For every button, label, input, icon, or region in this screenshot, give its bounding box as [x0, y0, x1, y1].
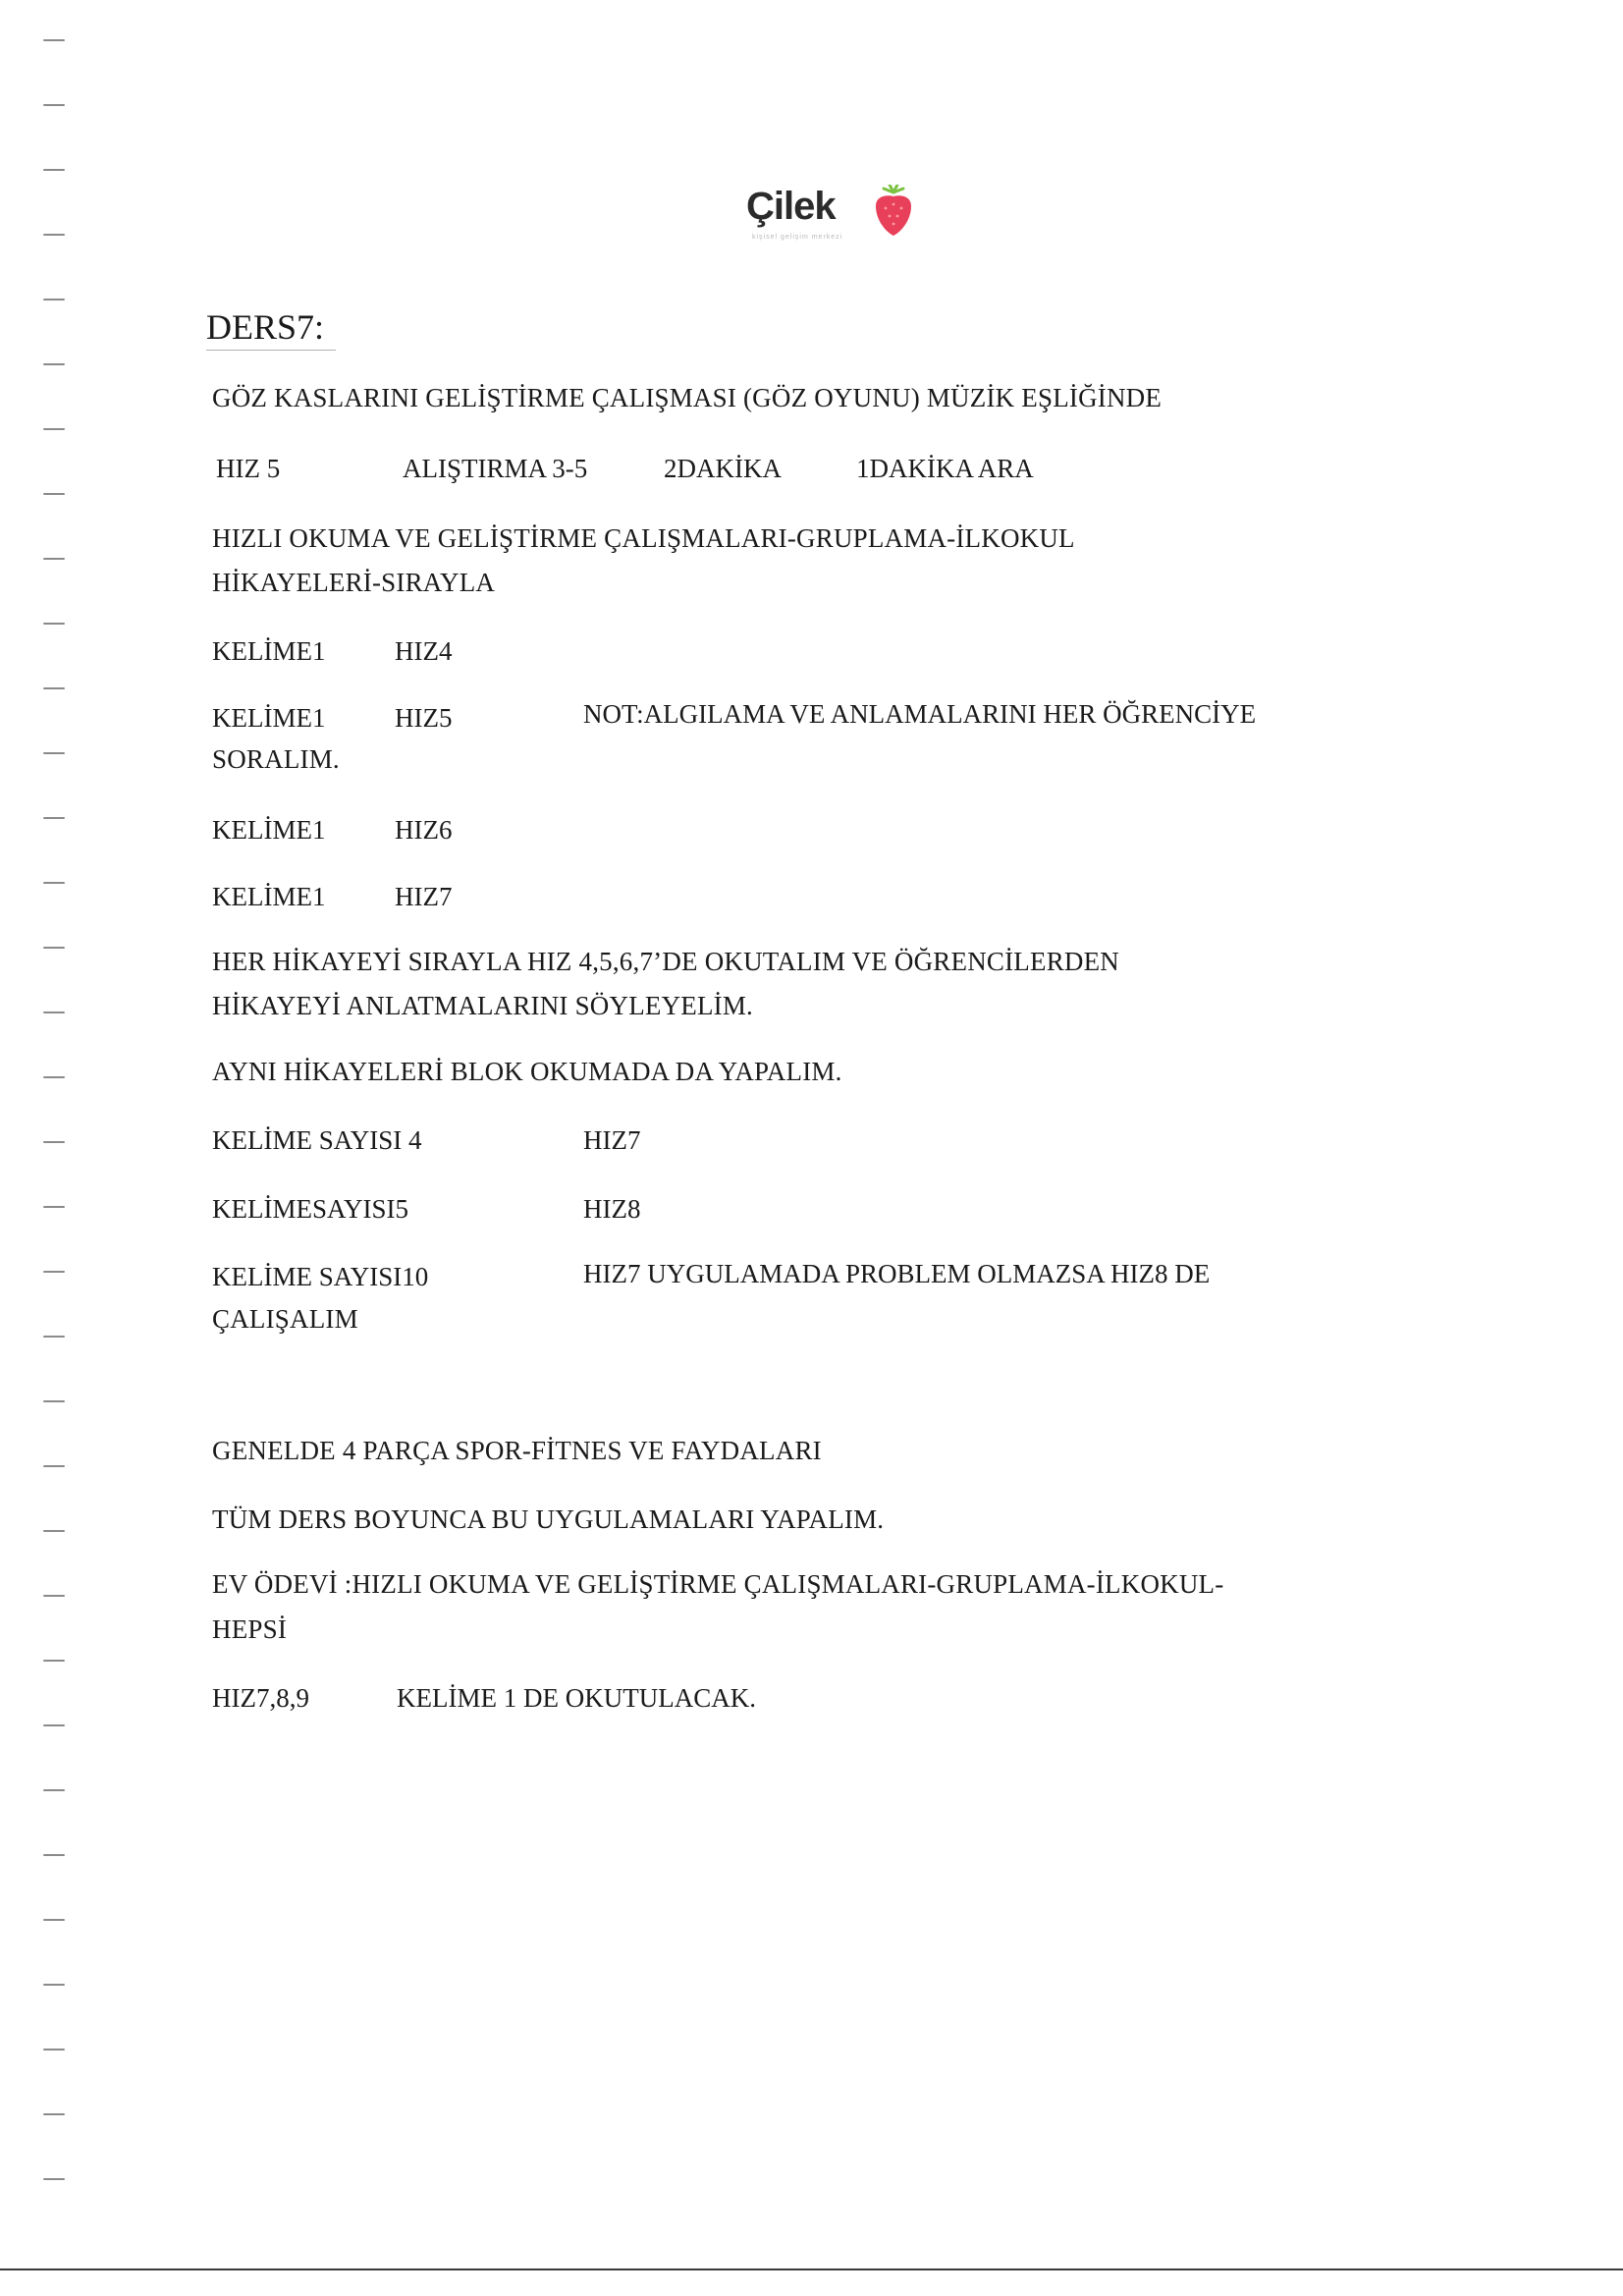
margin-marks [43, 39, 73, 2239]
margin-tick [43, 882, 65, 884]
text-cell: KELİME SAYISI 4 [212, 1125, 422, 1155]
text-cell: KELİMESAYISI5 [212, 1194, 409, 1224]
margin-tick [43, 752, 65, 754]
margin-tick [43, 1984, 65, 1986]
margin-tick [43, 2178, 65, 2180]
logo-wordmark: Çilek [746, 185, 836, 228]
text-cell: HIZ7 UYGULAMADA PROBLEM OLMAZSA HIZ8 DE [583, 1259, 1211, 1288]
margin-tick [43, 428, 65, 430]
text-line: TÜM DERS BOYUNCA BU UYGULAMALARI YAPALIM. [212, 1504, 885, 1534]
text-cell: HIZ6 [395, 815, 453, 845]
margin-tick [43, 1465, 65, 1467]
text-line: SORALIM. [212, 744, 340, 774]
margin-tick [43, 1011, 65, 1013]
text-line: HIZLI OKUMA VE GELİŞTİRME ÇALIŞMALARI-GRUPLAMA-İLKOKUL [212, 523, 1075, 553]
text-cell: 2DAKİKA [664, 454, 782, 483]
margin-tick [43, 1336, 65, 1338]
margin-tick [43, 1660, 65, 1662]
text-cell: HIZ8 [583, 1194, 641, 1224]
strawberry-icon [868, 185, 919, 240]
text-cell: KELİME1 [212, 636, 326, 666]
text-cell: HIZ7 [583, 1125, 641, 1155]
text-line: AYNI HİKAYELERİ BLOK OKUMADA DA YAPALIM. [212, 1057, 842, 1086]
logo-tagline: kişisel gelişim merkezi [752, 234, 843, 241]
text-cell: KELİME1 [212, 882, 326, 911]
text-line: HİKAYEYİ ANLATMALARINI SÖYLEYELİM. [212, 991, 754, 1020]
text-line: GÖZ KASLARINI GELİŞTİRME ÇALIŞMASI (GÖZ OYUNU) MÜZİK EŞLİĞİNDE [212, 383, 1163, 412]
bottom-rule [0, 2269, 1623, 2270]
text-line: EV ÖDEVİ :HIZLI OKUMA VE GELİŞTİRME ÇALIŞMALARI-GRUPLAMA-İLKOKUL- [212, 1569, 1224, 1599]
text-cell: KELİME SAYISI10 [212, 1262, 429, 1291]
text-cell: KELİME1 [212, 703, 326, 733]
margin-tick [43, 1595, 65, 1597]
margin-tick [43, 1854, 65, 1856]
margin-tick [43, 1076, 65, 1078]
text-cell: KELİME1 [212, 815, 326, 845]
margin-tick [43, 687, 65, 689]
margin-tick [43, 1724, 65, 1726]
lesson-heading: DERS7: [206, 307, 325, 347]
margin-tick [43, 623, 65, 625]
margin-tick [43, 104, 65, 106]
margin-tick [43, 363, 65, 365]
margin-tick [43, 1400, 65, 1402]
text-cell: 1DAKİKA ARA [856, 454, 1034, 483]
margin-tick [43, 1530, 65, 1532]
text-line: HİKAYELERİ-SIRAYLA [212, 568, 496, 597]
text-cell: HIZ5 [395, 703, 453, 733]
text-cell: HIZ7,8,9 [212, 1683, 309, 1713]
margin-tick [43, 39, 65, 41]
text-line: HER HİKAYEYİ SIRAYLA HIZ 4,5,6,7’DE OKUTALIM VE ÖĞRENCİLERDEN [212, 947, 1119, 976]
text-cell: KELİME 1 DE OKUTULACAK. [397, 1683, 756, 1713]
text-line: GENELDE 4 PARÇA SPOR-FİTNES VE FAYDALARI [212, 1436, 822, 1465]
margin-tick [43, 299, 65, 301]
margin-tick [43, 1271, 65, 1273]
margin-tick [43, 169, 65, 171]
cilek-logo [746, 185, 923, 263]
text-cell: HIZ7 [395, 882, 453, 911]
text-line: ÇALIŞALIM [212, 1304, 358, 1334]
text-cell: HIZ 5 [216, 454, 281, 483]
margin-tick [43, 1206, 65, 1208]
margin-tick [43, 1789, 65, 1791]
margin-tick [43, 2049, 65, 2050]
margin-tick [43, 1141, 65, 1143]
margin-tick [43, 1919, 65, 1921]
margin-tick [43, 2113, 65, 2115]
heading-underline [206, 350, 336, 351]
margin-tick [43, 234, 65, 236]
text-cell: HIZ4 [395, 636, 453, 666]
text-line: HEPSİ [212, 1614, 288, 1644]
margin-tick [43, 493, 65, 495]
text-cell: ALIŞTIRMA 3-5 [403, 454, 588, 483]
margin-tick [43, 558, 65, 560]
text-cell: NOT:ALGILAMA VE ANLAMALARINI HER ÖĞRENCİYE [583, 699, 1257, 729]
margin-tick [43, 817, 65, 819]
margin-tick [43, 947, 65, 949]
